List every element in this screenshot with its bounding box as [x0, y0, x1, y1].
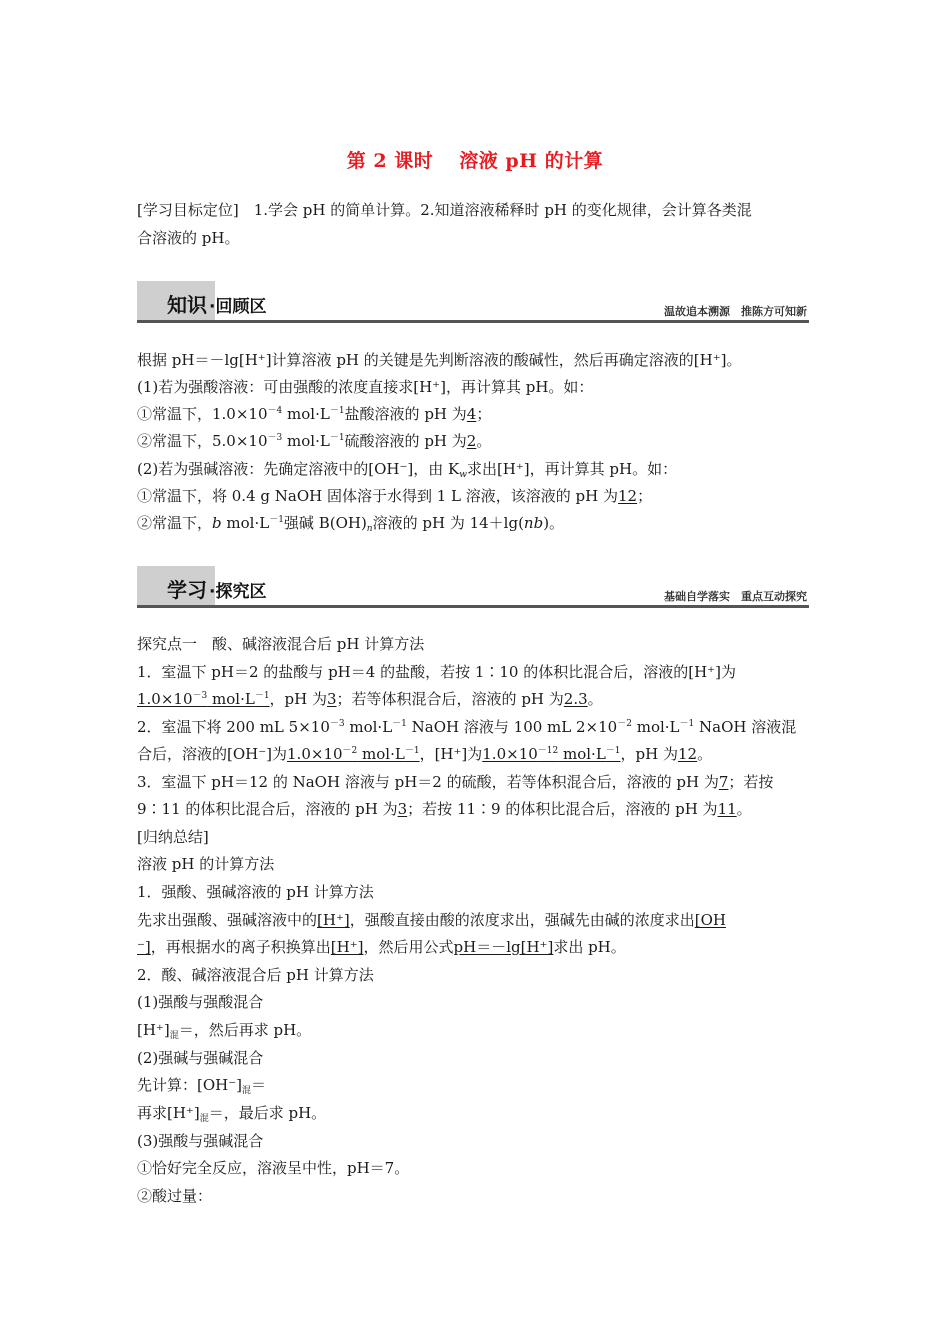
explore-heading: 探究点一 酸、碱溶液混合后 pH 计算方法: [137, 635, 425, 653]
page-title: [0, 146, 950, 173]
summary-label: [归纳总结]: [137, 828, 209, 846]
review-line-1: 根据 pH＝－lg[H⁺]计算溶液 pH 的关键是先判断溶液的酸碱性，然后再确定溶液的[H⁺]。: [137, 351, 742, 369]
method-2-3-case-1: ①恰好完全反应，溶液呈中性，pH＝7。: [137, 1159, 410, 1177]
lesson-number: 第 2 课时: [346, 150, 434, 172]
answer-blank: 11: [717, 800, 737, 818]
method-2-3-case-2: ②酸过量：: [137, 1187, 213, 1205]
answer-blank: $1.0\times 10^{-12}$ $mol\cdot L^{-1}$: [482, 745, 621, 763]
answer-blank: $1.0\times 10^{-3}$ $mol\cdot L^{-1}$: [137, 690, 270, 708]
question-3-line-2: 9∶11 的体积比混合后，溶液的 pH 为3；若按 11∶9 的体积比混合后，溶液的 pH 为11。: [137, 800, 752, 818]
review-line-7: ②常温下，b $mol\cdot L^{-1}$强碱 $B(OH)_n$溶液的 pH 为 14＋lg(nb)。: [137, 514, 565, 534]
answer-blank: 4: [466, 405, 477, 423]
question-2-line-1: 2．室温下将 200 mL $5\times 10^{-3}$ $mol\cdot L^{-1}$ NaOH 溶液与 100 mL $2\times 10^{-2}$ $mol\cdot L^{-1}$ NaOH 溶液混: [137, 718, 797, 736]
method-1-line-2: ⁻]，再根据水的离子积换算出[H⁺]，然后用公式pH＝－lg[H⁺]求出 pH。: [137, 938, 626, 956]
section-slogan-review: 温故追本溯源 推陈方可知新: [664, 305, 807, 318]
answer-blank: 7: [718, 773, 729, 791]
answer-blank: pH＝－lg[H⁺]: [453, 938, 554, 956]
review-line-6: ①常温下，将 0.4 g NaOH 固体溶于水得到 1 L 溶液，该溶液的 pH 为12；: [137, 487, 653, 505]
answer-blank: [H⁺]: [317, 911, 350, 929]
learning-goals-line-2: 合溶液的 pH。: [137, 229, 240, 247]
review-line-4: ②常温下，$5.0\times 10^{-3}$ $mol\cdot L^{-1}$硫酸溶液的 pH 为2。: [137, 432, 492, 450]
answer-blank: 12: [677, 745, 698, 763]
section-band-explore: [137, 566, 809, 608]
review-line-5: (2)若为强碱溶液：先确定溶液中的[OH⁻]，由 $K_w$求出[H⁺]，再计算其 pH。如：: [137, 460, 678, 480]
answer-blank: 2: [466, 432, 477, 450]
question-2-line-2: 合后，溶液的[OH⁻]为$1.0\times 10^{-2}$ $mol\cdot L^{-1}$，[H⁺]为$1.0\times 10^{-12}$ $mol\cdot L^{-1}$，pH 为12。: [137, 745, 713, 763]
question-1-line-1: 1．室温下 pH＝2 的盐酸与 pH＝4 的盐酸，若按 1∶10 的体积比混合后，溶液的[H⁺]为: [137, 663, 736, 681]
question-3-line-1: 3．室温下 pH＝12 的 NaOH 溶液与 pH＝2 的硫酸，若等体积混合后，溶液的 pH 为7；若按: [137, 773, 774, 791]
learning-goals-line-1: [学习目标定位] 1.学会 pH 的简单计算。2.知道溶液稀释时 pH 的变化规律，会计算各类混: [137, 201, 752, 219]
section-band-review: [137, 281, 809, 323]
method-2-1-formula: $[H^+]_混=$，然后再求 pH。: [137, 1021, 312, 1041]
method-2-2-title: (2)强碱与强碱混合: [137, 1049, 264, 1067]
method-1-line-1: 先求出强酸、强碱溶液中的[H⁺]，强酸直接由酸的浓度求出，强碱先由碱的浓度求出[OH: [137, 911, 726, 929]
answer-blank: 3: [327, 690, 337, 708]
answer-blank: ⁻]: [137, 938, 151, 956]
method-2-2-formula-2: 再求$[H^+]_混=$，最后求 pH。: [137, 1104, 327, 1124]
answer-blank: 2.3: [563, 690, 588, 708]
section-heading-explore: 学习 ·探究区: [167, 578, 267, 602]
question-1-line-2: $1.0\times 10^{-3}$ $mol\cdot L^{-1}$，pH 为3；若等体积混合后，溶液的 pH 为2.3。: [137, 690, 603, 708]
section-band-rule: [137, 605, 809, 608]
method-2-3-title: (3)强酸与强碱混合: [137, 1132, 264, 1150]
answer-blank: [OH: [694, 911, 726, 929]
answer-blank: $1.0\times 10^{-2}$ $mol\cdot L^{-1}$: [287, 745, 420, 763]
method-2-1-title: (1)强酸与强酸混合: [137, 993, 264, 1011]
section-heading-review: 知识 ·回顾区: [167, 293, 267, 317]
method-2-2-formula-1: 先计算：$[OH^-]_混=$: [137, 1076, 267, 1096]
answer-blank: [H⁺]: [330, 938, 364, 956]
method-title: 溶液 pH 的计算方法: [137, 855, 275, 873]
answer-blank: 12: [618, 487, 638, 505]
lesson-topic: 溶液 pH 的计算: [459, 150, 604, 172]
method-2-title: 2．酸、碱溶液混合后 pH 计算方法: [137, 966, 374, 984]
review-line-2: (1)若为强酸溶液：可由强酸的浓度直接求[H⁺]，再计算其 pH。如：: [137, 378, 594, 396]
section-slogan-explore: 基础自学落实 重点互动探究: [664, 590, 807, 603]
section-band-rule: [137, 320, 809, 323]
answer-blank: 3: [397, 800, 408, 818]
method-1-title: 1．强酸、强碱溶液的 pH 计算方法: [137, 883, 374, 901]
review-line-3: ①常温下，$1.0\times 10^{-4}$ $mol\cdot L^{-1}$盐酸溶液的 pH 为4；: [137, 405, 492, 423]
